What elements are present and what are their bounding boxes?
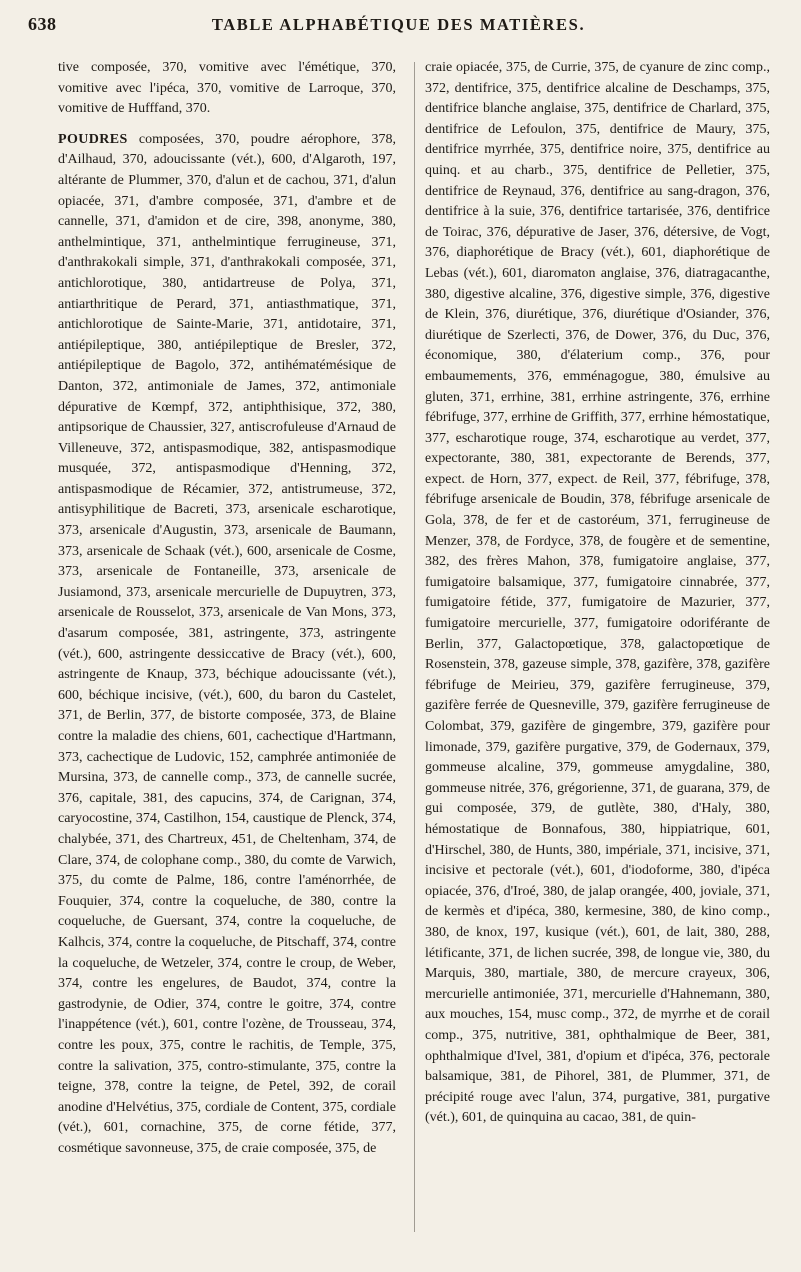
entry-headword: POUDRES xyxy=(58,131,128,147)
page-number: 638 xyxy=(28,14,57,34)
running-head: TABLE ALPHABÉTIQUE DES MATIÈRES. xyxy=(211,15,586,34)
continued-entry: tive composée, 370, vomitive avec l'émétique, 370, vomitive avec l'ipéca, 370, vomitive de Larroque, 370, vomitive de Hufffand, 370. xyxy=(58,60,396,117)
entry-body: composées, 370, poudre aérophore, 378, d'Ailhaud, 370, adoucissante (vét.), 600, d'Algaroth, 197, altérante de Plummer, 370, d'alun et de cachou, 371, d'alun opiacée, 371, d'ambre composée, 371, d'ambre et de cannelle, 371, d'amidon et de cire, 398, anonyme, 380, anthelmintique, 371, anthelmintique ferrugineuse, 371, d'anthrakokali simple, 371, d'anthrakokali composée, 371, antichlorotique, 380, antidartreuse de Polya, 371, antiarthritique de Perard, 371, antiasthmatique, 371, antichlorotique de Sainte-Marie, 371, antidotaire, 371, antiépileptique, 380, antiépileptique de Bresler, 372, antiépileptique de Bagolo, 372, antihématémésique de Danton, 372, antimoniale de James, 372, antimoniale dépurative de Kœmpf, 372, antiphthisique, 372, 380, antipsorique de Chaussier, 327, antiscrofuleuse d'Arnaud de Villeneuve, 372, antispasmodique, 382, antispasmodique musquée, 372, antispasmodique d'Henning, 372, antispasmodique de Récamier, 372, antistrumeuse, 372, antisyphilitique de Bacreti, 373, arsenicale escharotique, 373, arsenicale d'Augustin, 373, arsenicale de Baumann, 373, arsenicale de Schaak (vét.), 600, arsenicale de Cosme, 373, arsenicale de Fontaneille, 373, arsenicale de Jusiamond, 373, arsenicale mercurielle de Dupuytren, 373, arsenicale de Rousselot, 373, arsenicale de Van Mons, 373, d'asarum composée, 381, astringente, 373, astringente (vét.), 600, astringente dessiccative de Bracy (vét.), 600, astringente de Knaup, 373, béchique adoucissante (vét.), 600, béchique incisive, (vét.), 600, du baron du Castelet, 371, de Berlin, 377, de bistorte composée, 373, de Blaine contre la maladie des chiens, 601, cachectique d'Hartmann, 373, cachectique de Ludovic, 152, camphrée antimoniée de Mursina, 373, de cannelle comp., 373, de cannelle sucrée, 376, capitale, 381, des capucins, 374, de Carignan, 374, caryocostine, 374, Castilhon, 154, caustique de Plenck, 374, chalybée, 371, des Chartreux, 451, de Cheltenham, 374, de Clare, 374, de colophane comp., 380, du comte de Varwich, 375, du comte de Palme, 186, contre l'aménorrhée, de Fouquier, 374, contre la coqueluche, de 380, contre la coqueluche, de Guersant, 374, contre la coqueluche, de Kalhcis, 374, contre la coqueluche, de Pitschaff, 374, contre la coqueluche, de Wetzeler, 374, contre le croup, de Weber, 374, contre les engelures, de Baudot, 374, contre la gastrodynie, de Odier, 374, contre le goitre, 374, contre l'inappétence (vét.), 601, contre l'ozène, de Trousseau, 374, contre les poux, 375, contre le rachitis, de Temple, 375, contre la salivation, 375, contro-stimulante, 375, contre la teigne, 378, contre la teigne, de Petel, 392, de corail anodine d'Helvétius, 375, cordiale de Content, 375, cordiale (vét.), 601, cornachine, 375, de corne fétide, 377, cosmétique savonneuse, 375, de craie composée, 375, de xyxy=(58,131,396,1156)
left-column xyxy=(58,58,396,1258)
column-divider xyxy=(414,62,415,1232)
page-header xyxy=(28,14,769,40)
right-column xyxy=(425,58,770,1258)
right-column-text: craie opiacée, 375, de Currie, 375, de cyanure de zinc comp., 372, dentifrice, 375, dentifrice alcaline de Deschamps, 375, dentifrice blanche anglaise, 375, dentifrice de Charlard, 375, dentifrice de Lefoulon, 375, dentifrice de Maury, 375, dentifrice myrrhée, 375, dentifrice noire, 375, dentifrice au quinq. et au charb., 375, dentifrice de Pelletier, 375, dentifrice de Reynaud, 376, dentifrice au sang-dragon, 376, dentifrice à la suie, 376, dentifrice tartarisée, 376, dentifrice de Toirac, 376, dépurative de Jaser, 376, détersive, de Vogt, 376, diaphorétique de Bracy (vét.), 601, diaphorétique de Lebas (vét.), 601, diaromaton anglaise, 376, diatragacanthe, 380, digestive alcaline, 376, digestive simple, 376, digestive de Klein, 376, diurétique, 376, diurétique d'Osiander, 376, diurétique de Szerlecti, 376, de Dower, 376, du Duc, 376, économique, 380, d'élaterium comp., 376, pour embaumements, 376, emménagogue, 380, émulsive au gluten, 371, errhine, 381, errhine astringente, 376, errhine fébrifuge, 377, errhine de Griffith, 377, errhine hémostatique, 377, escharotique rouge, 374, escharotique au verdet, 377, expectorante, 380, 381, expectorante de Berends, 377, expect. de Horn, 377, expect. de Reil, 377, fébrifuge, 378, fébrifuge arsenicale de Boudin, 378, fébrifuge arsenicale de Gola, 378, de fer et de castoréum, 371, ferrugineuse de Menzer, 378, de Fordyce, 378, de fougère et de sementine, 382, des frères Mahon, 378, fumigatoire anglaise, 377, fumigatoire balsamique, 377, fumigatoire cinnabrée, 377, fumigatoire fétide, 377, fumigatoire de Mazurier, 377, fumigatoire mercurielle, 377, fumigatoire odoriférante de Berlin, 377, Galactopœtique, 378, galactopœtique de Rosenstein, 378, gazeuse simple, 378, gazifère, 378, gazifère fébrifuge de Meirieu, 379, gazifère ferrugineuse, 379, gazifère ferrée de Quesneville, 379, gazifère ferrugineuse de Colombat, 379, gazifère de gingembre, 379, gazifère pour limonade, 379, gazifère purgative, 379, de Godernaux, 379, gommeuse alcaline, 379, gommeuse amygdaline, 380, gommeuse nitrée, 376, grégorienne, 371, de guarana, 379, de gui composée, 379, de gutlète, 380, d'Haly, 380, hémostatique de Bonnafous, 380, hippiatrique, 601, d'Hirschel, 380, de Hunts, 380, impériale, 371, incisive, 371, incisive et pectorale (vét.), 601, d'iodoforme, 380, d'ipéca opiacée, 376, d'Iroé, 380, de jalap orangée, 400, joviale, 371, de kermès et d'ipéca, 380, kermesine, 380, de kino comp., 380, de knox, 197, kusique (vét.), 601, de lait, 380, 288, létificante, 371, de lichen sucrée, 398, de longue vie, 380, du Marquis, 380, martiale, 380, de mercure crayeux, 306, mercurielle antimoniée, 371, mercurielle d'Hahnemann, 380, aux mouches, 154, musc comp., 372, de myrrhe et de corail comp., 375, nutritive, 381, ophthalmique de Beer, 381, ophthalmique d'Ivel, 381, d'opium et d'ipéca, 376, pectorale balsamique, 381, de Pihorel, 381, de Plummer, 371, de précipité rouge avec l'alun, 374, purgative, 381, purgative (vét.), 601, de quinquina au cacao, 381, de quin- xyxy=(425,60,770,1126)
index-entry-poudres xyxy=(58,130,396,1160)
